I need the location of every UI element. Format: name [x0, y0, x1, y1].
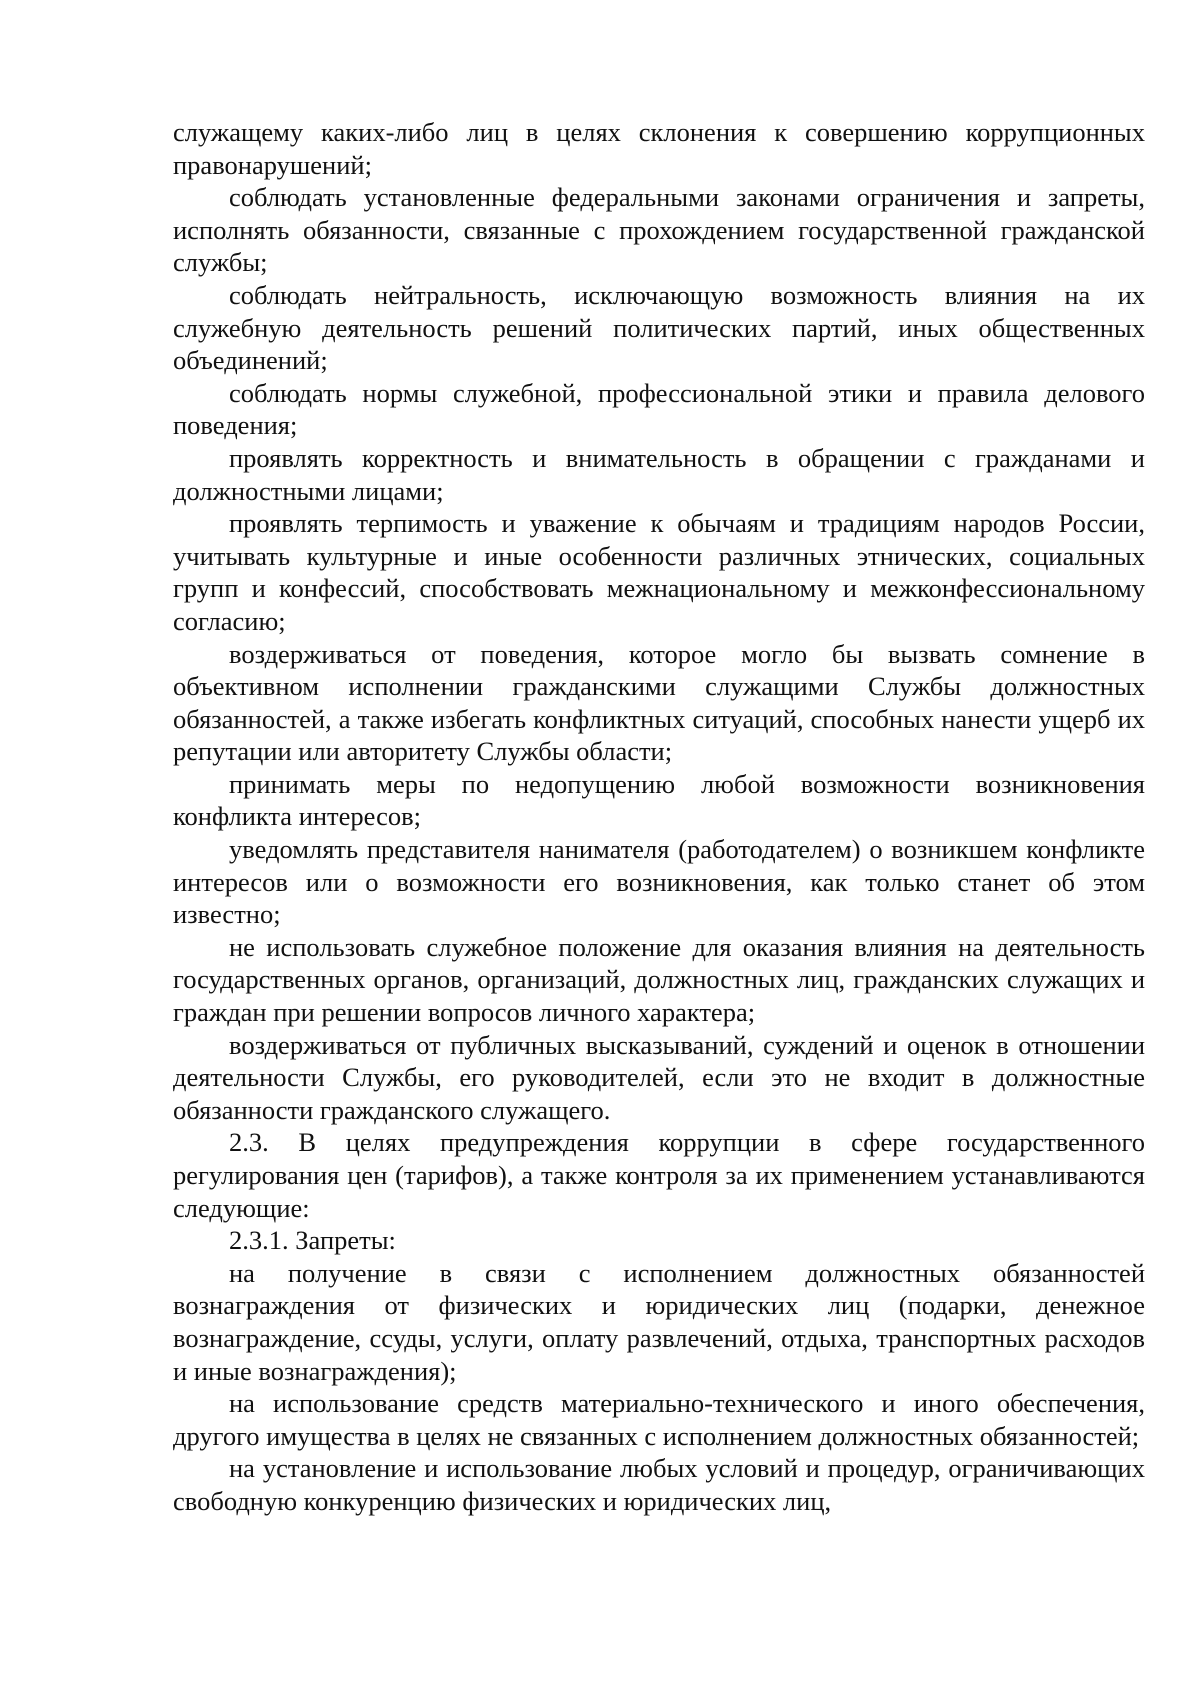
paragraph: проявлять корректность и внимательность в обращении с гражданами и должностными лицами;: [173, 442, 1145, 506]
paragraph: на получение в связи с исполнением должностных обязанностей вознаграждения от физических и юридических лиц (подарки, денежное вознаграждение, ссуды, услуги, оплату развлечений, отдыха, транспортных расходов и иные вознаграждения);: [173, 1257, 1145, 1386]
paragraph: принимать меры по недопущению любой возможности возникновения конфликта интересов;: [173, 768, 1145, 832]
document-body: [173, 116, 1145, 1518]
paragraph: воздерживаться от поведения, которое могло бы вызвать сомнение в объективном исполнении гражданскими служащими Службы должностных обязанностей, а также избегать конфликтных ситуаций, способных нанести ущерб их репутации или авторитету Службы области;: [173, 638, 1145, 767]
paragraph: не использовать служебное положение для оказания влияния на деятельность государственных органов, организаций, должностных лиц, гражданских служащих и граждан при решении вопросов личного характера;: [173, 931, 1145, 1028]
subsection-heading-2-3-1: 2.3.1. Запреты:: [229, 1225, 396, 1256]
paragraph: на установление и использование любых условий и процедур, ограничивающих свободную конкуренцию физических и юридических лиц,: [173, 1453, 1145, 1516]
section-paragraph-2-3: 2.3. В целях предупреждения коррупции в сфере государственного регулирования цен (тарифов), а также контроля за их применением устанавливаются следующие:: [173, 1127, 1145, 1223]
paragraph: уведомлять представителя нанимателя (работодателем) о возникшем конфликте интересов или о возможности его возникновения, как только станет об этом известно;: [173, 834, 1145, 930]
paragraph: соблюдать установленные федеральными законами ограничения и запреты, исполнять обязанности, связанные с прохождением государственной гражданской службы;: [173, 182, 1145, 278]
paragraph: на использование средств материально-технического и иного обеспечения, другого имущества в целях не связанных с исполнением должностных обязанностей;: [173, 1388, 1145, 1451]
paragraph: соблюдать нейтральность, исключающую возможность влияния на их служебную деятельность решений политических партий, иных общественных объединений;: [173, 279, 1145, 376]
paragraph: воздерживаться от публичных высказываний, суждений и оценок в отношении деятельности Службы, его руководителей, если это не входит в должностные обязанности гражданского служащего.: [173, 1029, 1145, 1125]
paragraph: служащему каких-либо лиц в целях склонения к совершению коррупционных правонарушений;: [173, 117, 1145, 180]
paragraph: соблюдать нормы служебной, профессиональной этики и правила делового поведения;: [173, 377, 1145, 441]
paragraph: проявлять терпимость и уважение к обычаям и традициям народов России, учитывать культурные и иные особенности различных этнических, социальных групп и конфессий, способствовать межнациональному и межконфессиональному согласию;: [173, 508, 1145, 636]
